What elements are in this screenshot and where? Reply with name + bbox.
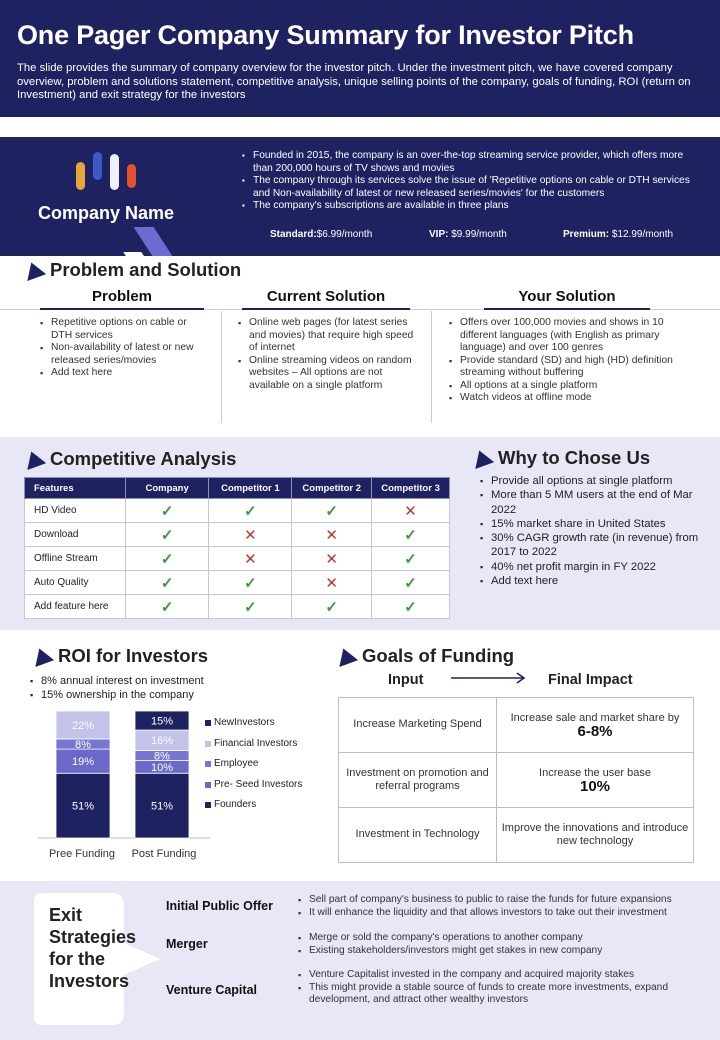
list-item: ▪ 40% net profit margin in FY 2022 [480, 560, 700, 574]
goal-impact-value: 10% [579, 778, 611, 795]
legend-swatch [205, 741, 211, 747]
table-cell [292, 547, 372, 571]
legend-label: NewInvestors [214, 717, 275, 728]
bar-data-label: 8% [75, 739, 91, 752]
company-bullets [242, 150, 692, 213]
table-row [25, 571, 450, 595]
cross-icon: ✕ [244, 550, 257, 568]
exit-label-ipo: Initial Public Offer [166, 899, 273, 913]
goals-input-label: Input [388, 672, 424, 688]
table-row [25, 523, 450, 547]
check-icon: ✓ [244, 502, 257, 520]
list-item: ▪ Provide all options at single platform [480, 474, 700, 488]
bar-data-label: 8% [154, 750, 170, 763]
list-item: ▪ Sell part of company's business to public to raise the funds for future expansions [298, 894, 708, 907]
legend-swatch [205, 802, 211, 808]
goals-final-label: Final Impact [548, 672, 633, 688]
check-icon: ✓ [244, 574, 257, 592]
company-bullet: ▪ The company through its services solve the issue of 'Repetitive options on cable or DTH services and Non-availability of latest or new released series/movies' for the customers [242, 175, 692, 200]
cross-icon: ✕ [404, 502, 417, 520]
list-item: ▪ Merge or sold the company's operations to another company [298, 932, 708, 945]
triangle-icon [30, 645, 54, 667]
exit-merger-list [298, 932, 708, 957]
goal-input: Investment in Technology [339, 808, 497, 863]
list-item: ▪ Repetitive options on cable or DTH services [40, 317, 205, 342]
check-icon: ✓ [404, 574, 417, 592]
company-logo-icon [74, 150, 144, 194]
x-tick-label: Post Funding [131, 848, 197, 860]
arrow-right-icon [451, 671, 531, 685]
plan-premium [563, 229, 673, 240]
list-item: ▪ Add text here [480, 574, 700, 588]
column-title-problem: Problem [40, 288, 204, 310]
table-row [25, 595, 450, 619]
section-heading-text: Competitive Analysis [50, 448, 237, 469]
list-item: ▪ Watch videos at offline mode [449, 392, 689, 405]
list-item: ▪ This might provide a stable source of funds to create more investments, expand development, and attract other wealthy investors [298, 982, 708, 1007]
bar-data-label: 19% [71, 756, 95, 769]
column-title-your-solution: Your Solution [484, 288, 650, 310]
goal-impact [497, 698, 694, 753]
table-cell [372, 547, 450, 571]
table-cell [209, 547, 292, 571]
list-item: ▪ Online web pages (for latest series and movies) that require high speed of internet [238, 317, 418, 355]
table-cell [209, 571, 292, 595]
check-icon: ✓ [404, 526, 417, 544]
cross-icon: ✕ [325, 574, 338, 592]
table-cell [125, 595, 209, 619]
column-divider [431, 311, 432, 423]
check-icon: ✓ [160, 526, 174, 544]
table-header: Competitor 2 [292, 478, 372, 499]
table-cell [125, 523, 209, 547]
list-item: ▪ Non-availability of latest or new released series/movies [40, 342, 205, 367]
check-icon: ✓ [160, 502, 174, 520]
check-icon: ✓ [244, 598, 257, 616]
current-solution-list [238, 317, 418, 392]
page-title: One Pager Company Summary for Investor Pitch [17, 20, 634, 50]
list-item: ▪ It will enhance the liquidity and that allows investors to take out their investment [298, 907, 708, 920]
section-heading-why [472, 447, 650, 469]
table-cell [372, 499, 450, 523]
your-solution-list [449, 317, 689, 405]
page-subtitle: The slide provides the summary of company overview for the investor pitch. Under the investment pitch, we have covered company overview, problem and solutions statement, competitive analysis, unique selling points of the company, goals of funding, ROI (return on Investment) and exit strategy for the investors [17, 62, 691, 101]
legend-item [205, 758, 302, 779]
table-cell [292, 523, 372, 547]
goal-impact [497, 753, 694, 808]
triangle-icon [334, 645, 358, 667]
column-divider [221, 311, 222, 423]
section-heading-text: ROI for Investors [58, 645, 209, 666]
goal-input: Increase Marketing Spend [339, 698, 497, 753]
check-icon: ✓ [160, 550, 174, 568]
company-name: Company Name [38, 203, 175, 223]
table-cell [372, 571, 450, 595]
table-header-row [25, 478, 450, 499]
logo-bar-icon [76, 162, 85, 190]
table-cell [292, 595, 372, 619]
check-icon: ✓ [325, 502, 338, 520]
goal-impact-value: 6-8% [577, 723, 613, 740]
bar-data-label: 16% [150, 735, 174, 748]
competitive-table [24, 477, 450, 619]
plan-label: Premium: [563, 229, 610, 240]
section-heading-roi [32, 645, 208, 667]
table-header: Competitor 3 [372, 478, 450, 499]
legend-swatch [205, 720, 211, 726]
list-item: ▪ Add text here [40, 367, 205, 380]
cross-icon: ✕ [325, 550, 338, 568]
plan-price: $12.99/month [609, 229, 674, 240]
list-item: ▪ Provide standard (SD) and high (HD) definition streaming without buffering [449, 355, 689, 380]
goal-impact-text: Increase the user base [539, 766, 651, 779]
section-heading-text: Problem and Solution [50, 259, 242, 280]
legend-item [205, 738, 302, 759]
logo-bar-icon [127, 164, 136, 188]
feature-name: HD Video [25, 499, 126, 523]
legend-item [205, 799, 302, 820]
legend-label: Financial Investors [214, 737, 298, 749]
list-item: ▪ 8% annual interest on investment [30, 674, 204, 688]
table-row [339, 753, 694, 808]
section-heading-problem-solution [24, 259, 241, 281]
goals-table [338, 697, 694, 863]
feature-name: Auto Quality [25, 571, 126, 595]
column-title-current-solution: Current Solution [242, 288, 410, 310]
problem-list [40, 317, 205, 380]
goal-input: Investment on promotion and referral programs [339, 753, 497, 808]
plan-price: $6.99/month [316, 229, 373, 240]
table-row [339, 698, 694, 753]
section-heading-competitive [24, 448, 236, 470]
table-cell [292, 571, 372, 595]
list-item: ▪ 15% ownership in the company [30, 688, 204, 702]
bar-data-label: 15% [150, 715, 174, 728]
legend-label: Founders [214, 799, 257, 810]
check-icon: ✓ [404, 550, 417, 568]
list-item: ▪ Offers over 100,000 movies and shows in 10 different languages (with English as primary language) and over 100 genres [449, 317, 689, 355]
exit-ipo-list [298, 894, 708, 919]
legend-item [205, 779, 302, 800]
bar-data-label: 51% [150, 800, 174, 813]
check-icon: ✓ [160, 574, 174, 592]
chart-legend [205, 717, 302, 820]
table-row [339, 808, 694, 863]
feature-name: Add feature here [25, 595, 126, 619]
roi-bullets [30, 674, 204, 702]
legend-label: Employee [214, 758, 259, 769]
table-row [25, 547, 450, 571]
table-cell [209, 523, 292, 547]
triangle-icon [22, 259, 46, 281]
table-header: Competitor 1 [209, 478, 292, 499]
section-heading-goals [336, 645, 514, 667]
logo-bar-icon [110, 154, 119, 190]
table-header: Company [125, 478, 209, 499]
list-item: ▪ 15% market share in United States [480, 517, 700, 531]
legend-swatch [205, 782, 211, 788]
decorative-stripe [123, 252, 264, 256]
goal-impact-text: Increase sale and market share by [510, 711, 680, 724]
bar-data-label: 22% [71, 719, 95, 732]
cross-icon: ✕ [325, 526, 338, 544]
table-cell [125, 571, 209, 595]
table-cell [372, 595, 450, 619]
bar-data-label: 51% [71, 800, 95, 813]
company-bullet: ▪ Founded in 2015, the company is an over-the-top streaming service provider, which offers more than 200,000 hours of TV shows and movies [242, 150, 692, 175]
table-row [25, 499, 450, 523]
legend-item [205, 717, 302, 738]
triangle-icon [22, 448, 46, 470]
section-heading-text: Why to Chose Us [498, 447, 651, 468]
check-icon: ✓ [325, 598, 338, 616]
exit-label-venture: Venture Capital [166, 983, 257, 997]
feature-name: Download [25, 523, 126, 547]
company-bullet: ▪ The company's subscriptions are available in three plans [242, 200, 692, 213]
list-item: ▪ Existing stakeholders/investors might get stakes in new company [298, 945, 708, 958]
exit-title: Exit Strategies for the Investors [49, 905, 137, 991]
triangle-icon [470, 447, 494, 469]
legend-label: Pre- Seed Investors [214, 778, 303, 790]
table-cell [125, 499, 209, 523]
legend-swatch [205, 761, 211, 767]
section-heading-text: Goals of Funding [362, 645, 515, 666]
cross-icon: ✕ [244, 526, 257, 544]
list-item: ▪ More than 5 MM users at the end of Mar 2022 [480, 488, 700, 517]
list-item: ▪ All options at a single platform [449, 380, 689, 393]
table-cell [125, 547, 209, 571]
table-cell [209, 499, 292, 523]
list-item: ▪ Online streaming videos on random websites – All options are not available on a single platform [238, 355, 418, 393]
table-header: Features [25, 478, 126, 499]
plan-vip [429, 229, 507, 240]
check-icon: ✓ [160, 598, 174, 616]
why-list [480, 474, 700, 588]
list-item: ▪ 30% CAGR growth rate (in revenue) from 2017 to 2022 [480, 531, 700, 560]
bar-data-label: 10% [150, 761, 174, 774]
goal-impact: Improve the innovations and introduce new technology [497, 808, 694, 863]
plan-label: VIP: [429, 229, 449, 240]
plan-standard [270, 229, 372, 240]
exit-venture-list [298, 969, 708, 1007]
plan-label: Standard: [270, 229, 317, 240]
exit-label-merger: Merger [166, 937, 208, 951]
table-cell [292, 499, 372, 523]
x-tick-label: Pree Funding [48, 848, 116, 860]
table-cell [372, 523, 450, 547]
table-cell [209, 595, 292, 619]
logo-bar-icon [93, 152, 102, 180]
plan-price: $9.99/month [448, 229, 507, 240]
list-item: ▪ Venture Capitalist invested in the company and acquired majority stakes [298, 969, 708, 982]
feature-name: Offline Stream [25, 547, 126, 571]
check-icon: ✓ [404, 598, 417, 616]
